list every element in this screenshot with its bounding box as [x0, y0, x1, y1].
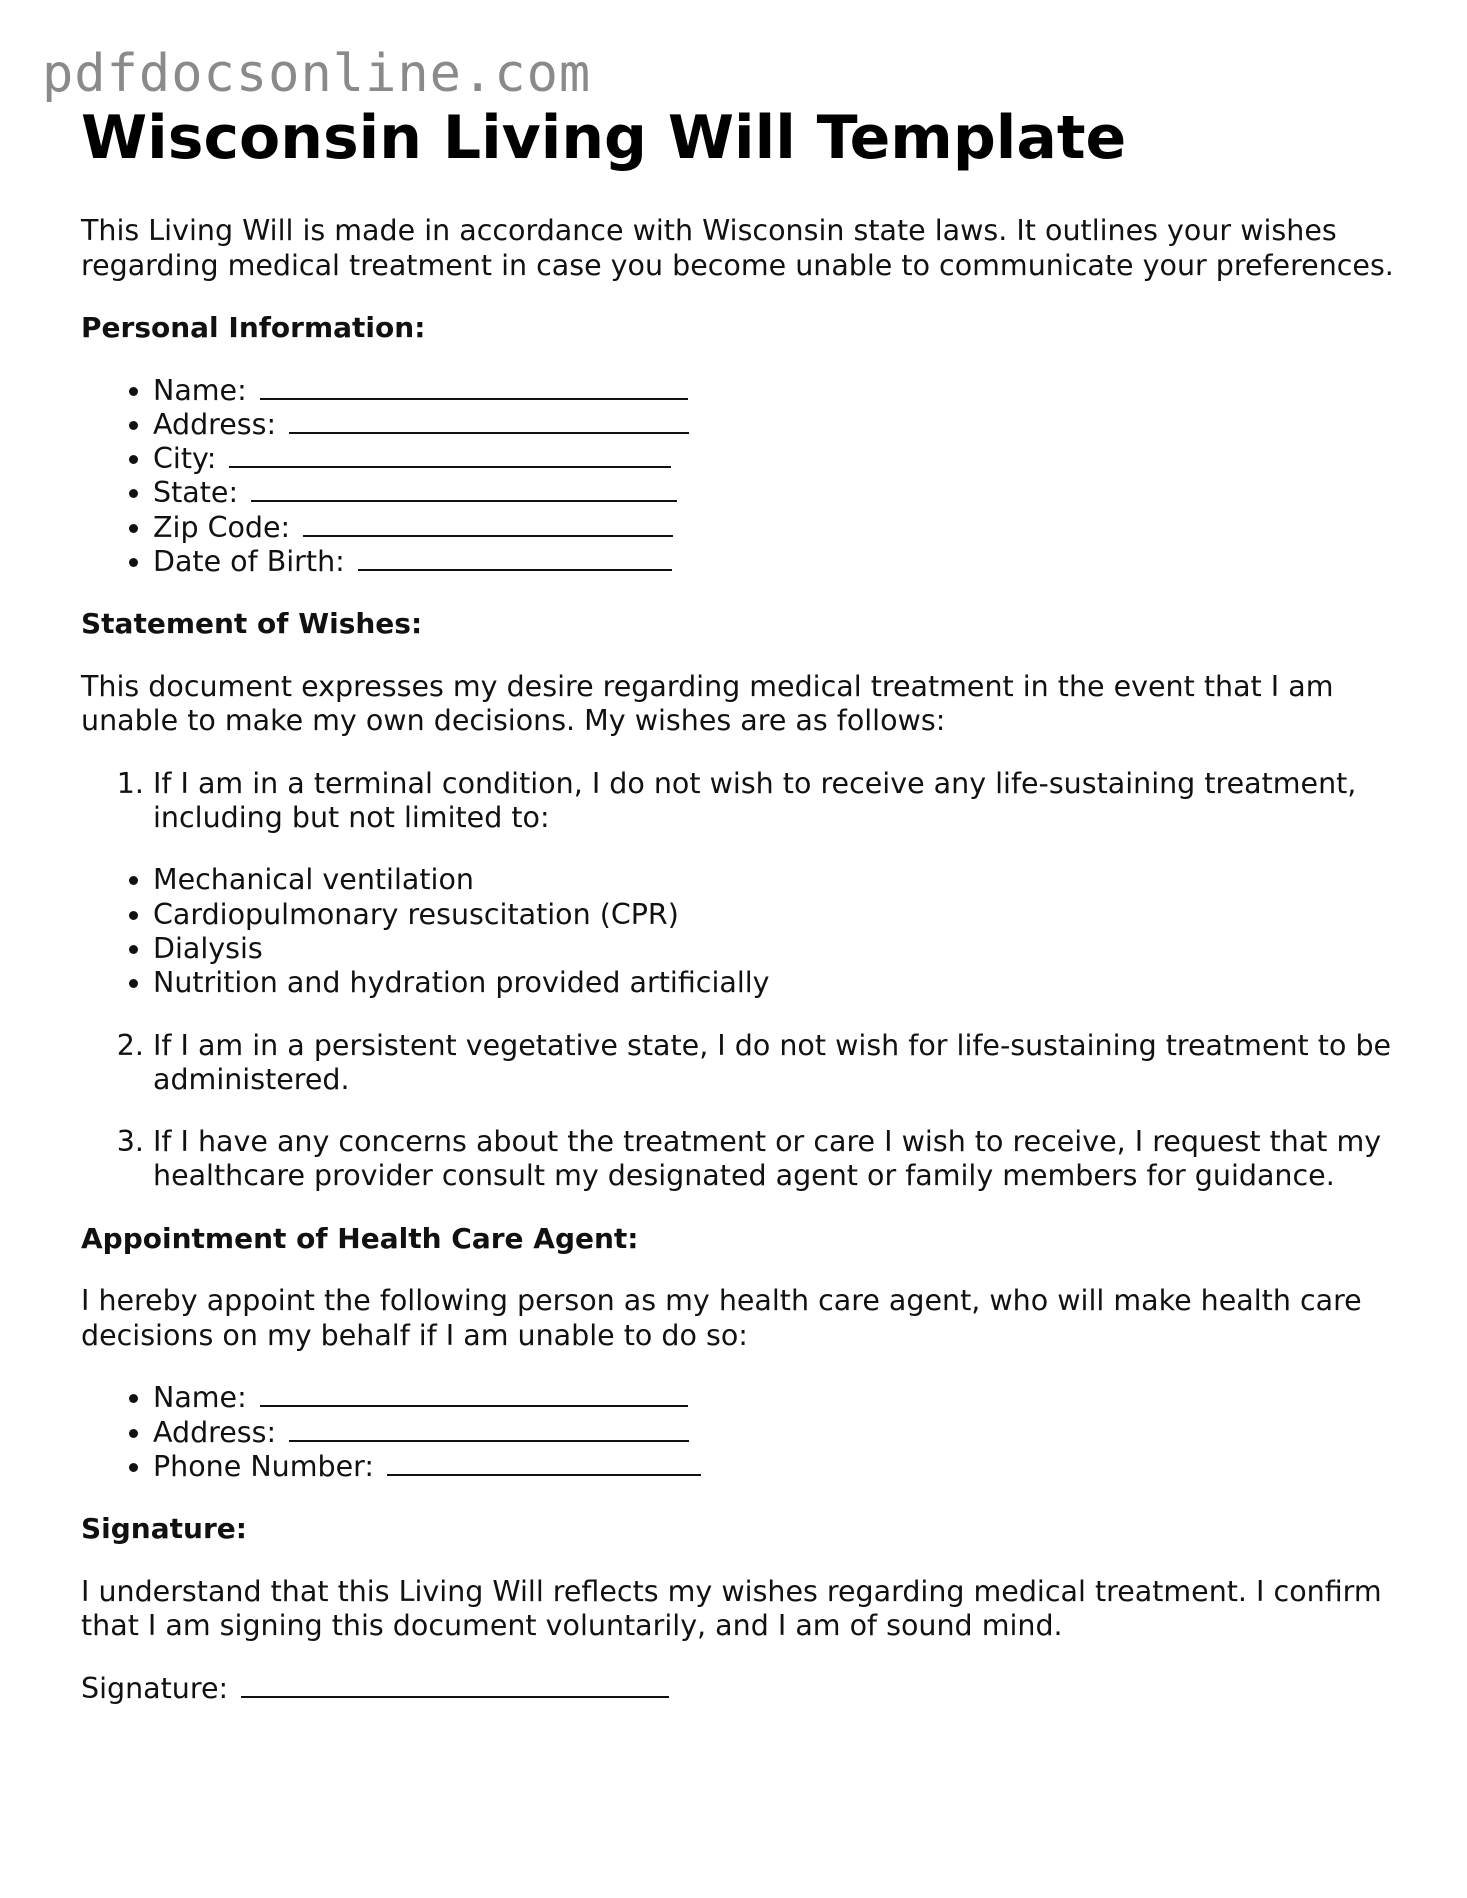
- field-label: State:: [153, 476, 239, 510]
- field-label: Address:: [153, 407, 277, 441]
- document-title: Wisconsin Living Will Template: [81, 103, 1127, 173]
- state-blank[interactable]: [251, 476, 677, 502]
- field-label: Zip Code:: [153, 510, 291, 544]
- signature-label: Signature:: [81, 1671, 229, 1705]
- zip-blank[interactable]: [303, 511, 673, 537]
- field-label: City:: [153, 442, 217, 476]
- agent-intro: I hereby appoint the following person as my health care agent, who will make health care decisions on my behalf if I am unable to do so:: [81, 1284, 1362, 1352]
- dob-blank[interactable]: [358, 545, 672, 571]
- wishes-list-2: [81, 1029, 1401, 1098]
- agent-info-list: [81, 1381, 1401, 1484]
- personal-info-list: [81, 374, 1401, 580]
- field-zip: [153, 511, 1401, 545]
- intro-paragraph: This Living Will is made in accordance with Wisconsin state laws. It outlines your wishes regarding medical treatment in case you become unable to communicate your preferences.: [81, 214, 1394, 282]
- field-city: [153, 442, 1401, 476]
- agent-name-blank[interactable]: [260, 1381, 688, 1407]
- field-name: [153, 374, 1401, 408]
- field-dob: [153, 545, 1401, 579]
- signature-blank[interactable]: [241, 1672, 669, 1698]
- treatment-item: • Cardiopulmonary resuscitation (CPR): [153, 898, 1401, 932]
- field-label: Name:: [153, 1381, 247, 1415]
- personal-info-heading: Personal Information:: [81, 311, 426, 344]
- wish-item-2: 2. If I am in a persistent vegetative state, I do not wish for life-sustaining treatment to be administered.: [153, 1029, 1401, 1098]
- agent-field-address: [153, 1416, 1401, 1450]
- treatment-item: • Dialysis: [153, 932, 1401, 966]
- field-label: Name:: [153, 373, 247, 407]
- field-state: [153, 476, 1401, 510]
- signature-heading: Signature:: [81, 1512, 247, 1546]
- wish-item-1: 1. If I am in a terminal condition, I do not wish to receive any life-sustaining treatment, including but not limited to:: [153, 767, 1401, 836]
- agent-field-name: [153, 1381, 1401, 1415]
- agent-heading: Appointment of Health Care Agent:: [81, 1221, 639, 1255]
- agent-field-phone: [153, 1450, 1401, 1484]
- document-page: [81, 98, 1401, 1706]
- wishes-intro: This document expresses my desire regarding medical treatment in the event that I am unable to make my own decisions. My wishes are as follows:: [81, 669, 1334, 738]
- treatment-item: • Nutrition and hydration provided artificially: [153, 966, 1401, 1000]
- signature-statement: I understand that this Living Will reflects my wishes regarding medical treatment. I confirm that I am signing this document voluntarily, and I am of sound mind.: [81, 1574, 1382, 1643]
- treatment-item: • Mechanical ventilation: [153, 863, 1401, 897]
- watermark-text: pdfdocsonline.com: [42, 44, 592, 104]
- wish-item-3: 3. If I have any concerns about the treatment or care I wish to receive, I request that my healthcare provider consult my designated agent or family members for guidance.: [153, 1125, 1401, 1194]
- signature-line: [81, 1672, 1401, 1707]
- name-blank[interactable]: [260, 374, 688, 400]
- field-label: Date of Birth:: [153, 544, 345, 578]
- address-blank[interactable]: [289, 408, 689, 434]
- city-blank[interactable]: [229, 442, 671, 468]
- agent-phone-blank[interactable]: [387, 1450, 701, 1476]
- wishes-heading: Statement of Wishes:: [81, 607, 423, 641]
- wishes-list-1: [81, 767, 1401, 836]
- field-label: Phone Number:: [153, 1449, 374, 1483]
- treatment-list: [81, 863, 1401, 1000]
- field-address: [153, 408, 1401, 442]
- agent-address-blank[interactable]: [289, 1416, 689, 1442]
- wishes-list-3: [81, 1125, 1401, 1194]
- field-label: Address:: [153, 1415, 277, 1449]
